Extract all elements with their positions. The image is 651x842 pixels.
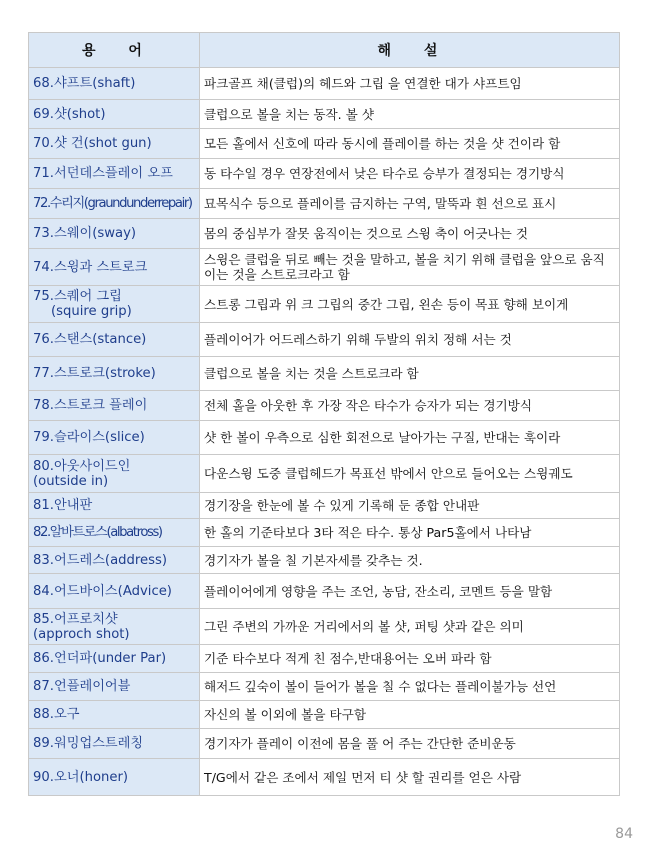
description-cell: 파크골프 채(클럽)의 헤드와 그립 을 연결한 대가 샤프트임 — [200, 68, 620, 100]
term-cell: 71.서던데스플레이 오프 — [29, 159, 200, 189]
term-cell: 78.스트로크 플레이 — [29, 391, 200, 421]
term-cell: 89.워밍업스트레칭 — [29, 729, 200, 759]
term-cell: 82.알바트로스(albatross) — [29, 519, 200, 547]
term-cell — [29, 609, 200, 645]
term-cell: 68.샤프트(shaft) — [29, 68, 200, 100]
description-cell: 몸의 중심부가 잘못 움직이는 것으로 스윙 축이 어긋나는 것 — [200, 219, 620, 249]
table-row — [29, 547, 620, 574]
table-row — [29, 129, 620, 159]
description-cell: 샷 한 볼이 우측으로 심한 회전으로 날아가는 구질, 반대는 훅이라 — [200, 421, 620, 455]
table-row — [29, 645, 620, 673]
table-row — [29, 219, 620, 249]
term-cell: 77.스트로크(stroke) — [29, 357, 200, 391]
term-cell: 86.언더파(under Par) — [29, 645, 200, 673]
term-cell: 73.스웨이(sway) — [29, 219, 200, 249]
table-row — [29, 421, 620, 455]
table-row — [29, 68, 620, 100]
header-term: 용 어 — [29, 33, 200, 68]
term-label-english: (outside in) — [33, 473, 109, 489]
table-row — [29, 673, 620, 701]
description-cell: 전체 홀을 아웃한 후 가장 작은 타수가 승자가 되는 경기방식 — [200, 391, 620, 421]
table-row — [29, 701, 620, 729]
page-number: 84 — [615, 826, 633, 842]
term-cell — [29, 455, 200, 493]
term-label-english: (approch shot) — [33, 626, 130, 642]
description-cell: 클럽으로 볼을 치는 동작. 볼 샷 — [200, 100, 620, 129]
table-row — [29, 323, 620, 357]
term-label: 85.어프로치샷 — [33, 611, 118, 627]
term-cell: 90.오너(honer) — [29, 759, 200, 796]
table-row — [29, 249, 620, 286]
term-label: 80.아웃사이드인 — [33, 458, 131, 474]
term-label: 75.스퀘어 그립 — [33, 289, 122, 304]
description-cell: 플레이어가 어드레스하기 위해 두발의 위치 정해 서는 것 — [200, 323, 620, 357]
description-cell: 자신의 볼 이외에 볼을 타구함 — [200, 701, 620, 729]
glossary-table — [28, 32, 620, 796]
term-cell: 72.수리지(graundunderrepair) — [29, 189, 200, 219]
description-cell: 클럽으로 볼을 치는 것을 스트로크라 함 — [200, 357, 620, 391]
term-cell: 84.어드바이스(Advice) — [29, 574, 200, 609]
table-row — [29, 493, 620, 519]
description-cell: 스트롱 그립과 위 크 그립의 중간 그립, 왼손 등이 목표 향해 보이게 — [200, 286, 620, 323]
table-row — [29, 159, 620, 189]
term-cell: 76.스탠스(stance) — [29, 323, 200, 357]
term-cell: 74.스윙과 스트로크 — [29, 249, 200, 286]
description-cell: 경기장을 한눈에 볼 수 있게 기록해 둔 종합 안내판 — [200, 493, 620, 519]
term-cell: 70.샷 건(shot gun) — [29, 129, 200, 159]
description-cell: 모든 홀에서 신호에 따라 동시에 플레이를 하는 것을 샷 건이라 함 — [200, 129, 620, 159]
table-row — [29, 609, 620, 645]
table-row — [29, 455, 620, 493]
description-cell: 경기자가 플레이 이전에 몸을 풀 어 주는 간단한 준비운동 — [200, 729, 620, 759]
table-row — [29, 519, 620, 547]
term-cell: 83.어드레스(address) — [29, 547, 200, 574]
table-row — [29, 286, 620, 323]
table-row — [29, 100, 620, 129]
header-description: 해 설 — [200, 33, 620, 68]
term-label-english: (squire grip) — [51, 304, 132, 319]
description-cell: 다운스윙 도중 클럽헤드가 목표선 밖에서 안으로 들어오는 스윙궤도 — [200, 455, 620, 493]
description-cell: 플레이어에게 영향을 주는 조언, 농담, 잔소리, 코멘트 등을 말함 — [200, 574, 620, 609]
description-cell: 동 타수일 경우 연장전에서 낮은 타수로 승부가 결정되는 경기방식 — [200, 159, 620, 189]
table-row — [29, 189, 620, 219]
term-cell — [29, 286, 200, 323]
table-row — [29, 357, 620, 391]
table-row — [29, 729, 620, 759]
table-row — [29, 574, 620, 609]
term-cell: 81.안내판 — [29, 493, 200, 519]
description-cell: 스윙은 클럽을 뒤로 빼는 것을 말하고, 볼을 치기 위해 클럽을 앞으로 움직이는 것을 스트로크라고 함 — [200, 249, 620, 286]
description-cell: T/G에서 같은 조에서 제일 먼저 티 샷 할 권리를 얻은 사람 — [200, 759, 620, 796]
description-cell: 해저드 깊숙이 볼이 들어가 볼을 칠 수 없다는 플레이불가능 선언 — [200, 673, 620, 701]
description-cell: 기준 타수보다 적게 친 점수,반대용어는 오버 파라 함 — [200, 645, 620, 673]
term-cell: 69.샷(shot) — [29, 100, 200, 129]
description-cell: 한 홀의 기준타보다 3타 적은 타수. 통상 Par5홀에서 나타남 — [200, 519, 620, 547]
term-cell: 88.오구 — [29, 701, 200, 729]
description-cell: 경기자가 볼을 칠 기본자세를 갖추는 것. — [200, 547, 620, 574]
table-header-row — [29, 33, 620, 68]
description-cell: 묘목식수 등으로 플레이를 금지하는 구역, 말뚝과 흰 선으로 표시 — [200, 189, 620, 219]
table-row — [29, 391, 620, 421]
term-cell: 79.슬라이스(slice) — [29, 421, 200, 455]
table-row — [29, 759, 620, 796]
term-cell: 87.언플레이어블 — [29, 673, 200, 701]
description-cell: 그린 주변의 가까운 거리에서의 볼 샷, 퍼팅 샷과 같은 의미 — [200, 609, 620, 645]
